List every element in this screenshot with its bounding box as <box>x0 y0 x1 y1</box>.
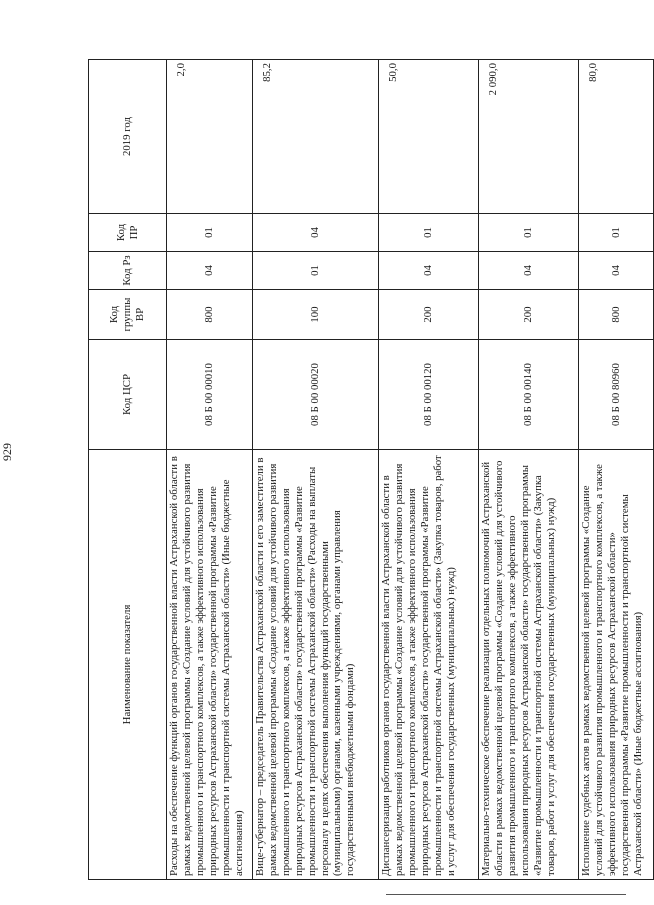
row-csr: 08 Б 00 00120 <box>379 340 479 450</box>
row-vr: 800 <box>579 290 654 340</box>
row-pr: 01 <box>479 214 579 252</box>
row-pr: 01 <box>379 214 479 252</box>
row-vr: 200 <box>379 290 479 340</box>
row-rz: 04 <box>479 252 579 290</box>
header-year: 2019 год <box>89 60 167 214</box>
row-value: 2,0 <box>167 60 253 214</box>
header-pr: Код ПР <box>89 214 167 252</box>
row-name: Диспансеризация работников органов государственной власти Астраханской области в рамках ведомственной целевой программы «Создание условий для устойчивого развития промышленного и транспортного комплексов, а также эффективного использования природных ресурсов Астраханской области» государственной программы «Развитие промышленности и транспортной системы Астраханской области» (Закупка товаров, работ и услуг для обеспечения государственных (муниципальных) нужд) <box>379 450 479 880</box>
row-rz: 04 <box>167 252 253 290</box>
table-row <box>579 60 654 880</box>
row-value: 2 090,0 <box>479 60 579 214</box>
row-name: Исполнение судебных актов в рамках ведомственной целевой программы «Создание условий для устойчивого развития промышленного и транспортного комплексов, а также эффективного использования природных ресурсов Астраханской области» государственной программы «Развитие промышленности и транспортной системы Астраханской области» (Иные бюджетные ассигнования) <box>579 450 654 880</box>
row-rz: 01 <box>253 252 379 290</box>
row-pr: 01 <box>167 214 253 252</box>
row-rz: 04 <box>579 252 654 290</box>
header-name: Наименование показателя <box>89 450 167 880</box>
header-csr: Код ЦСР <box>89 340 167 450</box>
table-row <box>479 60 579 880</box>
row-csr: 08 Б 00 80960 <box>579 340 654 450</box>
row-value: 80,0 <box>579 60 654 214</box>
header-rz: Код Рз <box>89 252 167 290</box>
row-rz: 04 <box>379 252 479 290</box>
row-vr: 100 <box>253 290 379 340</box>
table-row <box>379 60 479 880</box>
page-number: 929 <box>0 443 14 461</box>
footer-divider <box>386 894 626 895</box>
row-vr: 200 <box>479 290 579 340</box>
table-header-row <box>89 60 167 880</box>
budget-table <box>88 59 654 880</box>
table-row <box>167 60 253 880</box>
row-value: 50,0 <box>379 60 479 214</box>
row-pr: 04 <box>253 214 379 252</box>
row-csr: 08 Б 00 00140 <box>479 340 579 450</box>
row-pr: 01 <box>579 214 654 252</box>
row-vr: 800 <box>167 290 253 340</box>
budget-table-rotated <box>88 60 644 880</box>
table-row <box>253 60 379 880</box>
row-value: 85,2 <box>253 60 379 214</box>
row-csr: 08 Б 00 00010 <box>167 340 253 450</box>
row-csr: 08 Б 00 00020 <box>253 340 379 450</box>
row-name: Расходы на обеспечение функций органов государственной власти Астраханской области в рамках ведомственной целевой программы «Создание условий для устойчивого развития промышленного и транспортного комплексов, а также эффективного использования природных ресурсов Астраханской области» государственной программы «Развитие промышленности и транспортной системы Астраханской области» (Иные бюджетные ассигнования) <box>167 450 253 880</box>
row-name: Материально-техническое обеспечение реализации отдельных полномочий Астраханской области в рамках ведомственной целевой программы «Создание условий для устойчивого развития промышленного и транспортного комплексов, а также эффективного использования природных ресурсов Астраханской области» государственной программы «Развитие промышленности и транспортной системы Астраханской области» (Закупка товаров, работ и услуг для обеспечения государственных (муниципальных) нужд) <box>479 450 579 880</box>
row-name: Вице-губернатор – председатель Правительства Астраханской области и его заместители в рамках ведомственной целевой программы «Создание условий для устойчивого развития промышленного и транспортного комплексов, а также эффективного использования природных ресурсов Астраханской области» государственной программы «Развитие промышленности и транспортной системы Астраханской области» (Расходы на выплаты персоналу в целях обеспечения выполнения функций государственными (муниципальными) органами, казенными учреждениями, органами управления государственными внебюджетными фондами) <box>253 450 379 880</box>
header-vr: Код группы ВР <box>89 290 167 340</box>
